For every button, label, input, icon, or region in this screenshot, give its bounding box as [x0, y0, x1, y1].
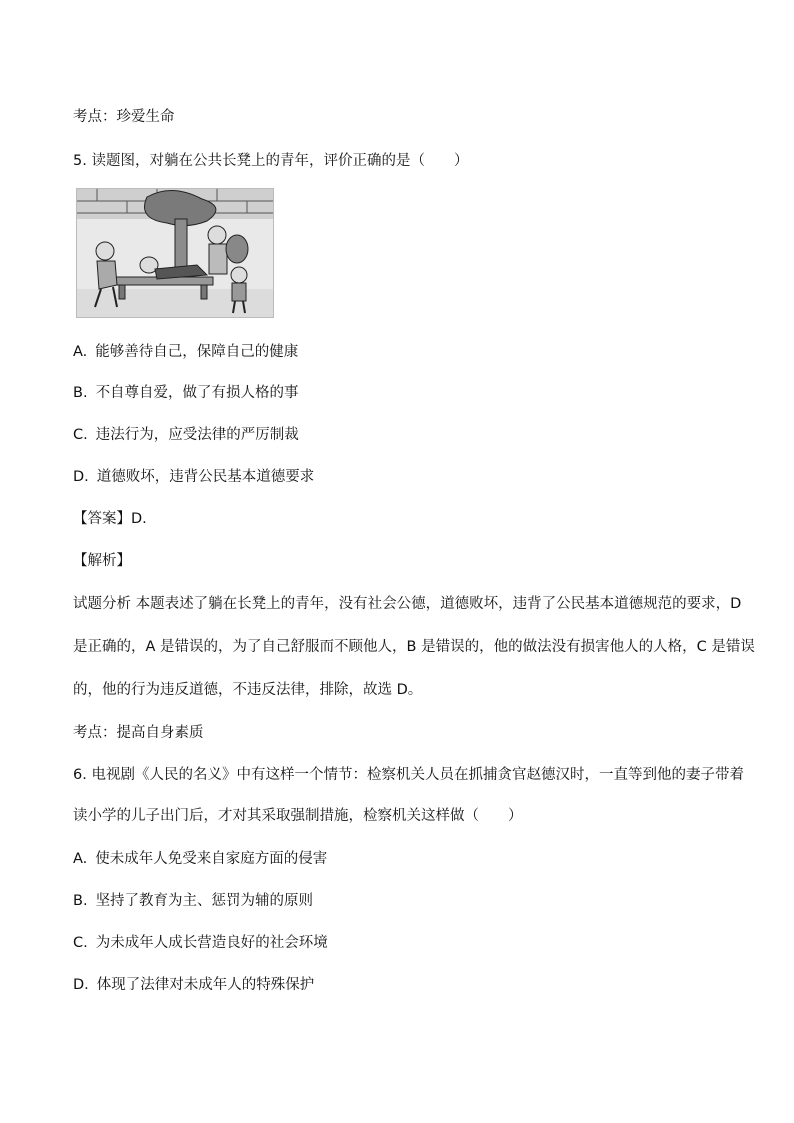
q6-stem-line-1: 6. 电视剧《人民的名义》中有这样一个情节：检察机关人员在抓捕贪官赵德汉时，一直等到他的妻子带着 [73, 767, 744, 783]
option-letter: C. [73, 935, 88, 951]
option-text: 体现了法律对未成年人的特殊保护 [96, 977, 315, 993]
option-letter: A. [73, 851, 88, 867]
q5-analysis-line-3: 的，他的行为违反道德，不违反法律，排除，故选 D。 [73, 682, 423, 698]
kaodian-zhenai: 考点：珍爱生命 [73, 109, 175, 125]
q5-option-a [73, 342, 298, 362]
option-letter: B. [73, 385, 88, 401]
option-text: 不自尊自爱，做了有损人格的事 [95, 385, 299, 401]
option-letter: B. [73, 893, 88, 909]
q6-stem-line-2: 读小学的儿子出门后，才对其采取强制措施，检察机关这样做（ ） [73, 808, 523, 824]
option-text: 违法行为，应受法律的严厉制裁 [95, 427, 299, 443]
option-text: 坚持了教育为主、惩罚为辅的原则 [95, 893, 314, 909]
option-letter: D. [73, 469, 89, 485]
q6-option-c [73, 933, 328, 953]
q5-option-d [73, 467, 314, 487]
q5-analysis-line-2: 是正确的，A 是错误的，为了自己舒服而不顾他人，B 是错误的，他的做法没有损害他人的人格，C 是错误 [73, 639, 755, 655]
cartoon-illustration [76, 188, 274, 318]
q5-analysis-label: 【解析】 [73, 553, 131, 569]
option-letter: A. [73, 344, 88, 360]
q5-option-b [73, 383, 299, 403]
option-text: 使未成年人免受来自家庭方面的侵害 [95, 851, 328, 867]
option-text: 为未成年人成长营造良好的社会环境 [95, 935, 328, 951]
q5-option-c [73, 425, 299, 445]
q6-option-a [73, 849, 327, 869]
option-text: 能够善待自己，保障自己的健康 [95, 344, 299, 360]
q5-kaodian: 考点：提高自身素质 [73, 725, 204, 741]
option-text: 道德败坏，违背公民基本道德要求 [96, 469, 315, 485]
q6-option-d [73, 975, 314, 995]
option-letter: D. [73, 977, 89, 993]
q5-stem: 5. 读题图，对躺在公共长凳上的青年，评价正确的是（ ） [73, 153, 469, 169]
q5-analysis-line-1: 试题分析 本题表述了躺在长凳上的青年，没有社会公德，道德败坏，违背了公民基本道德规范的要求，D [73, 596, 742, 612]
option-letter: C. [73, 427, 88, 443]
q6-option-b [73, 891, 313, 911]
q5-answer: 【答案】D. [73, 511, 147, 527]
